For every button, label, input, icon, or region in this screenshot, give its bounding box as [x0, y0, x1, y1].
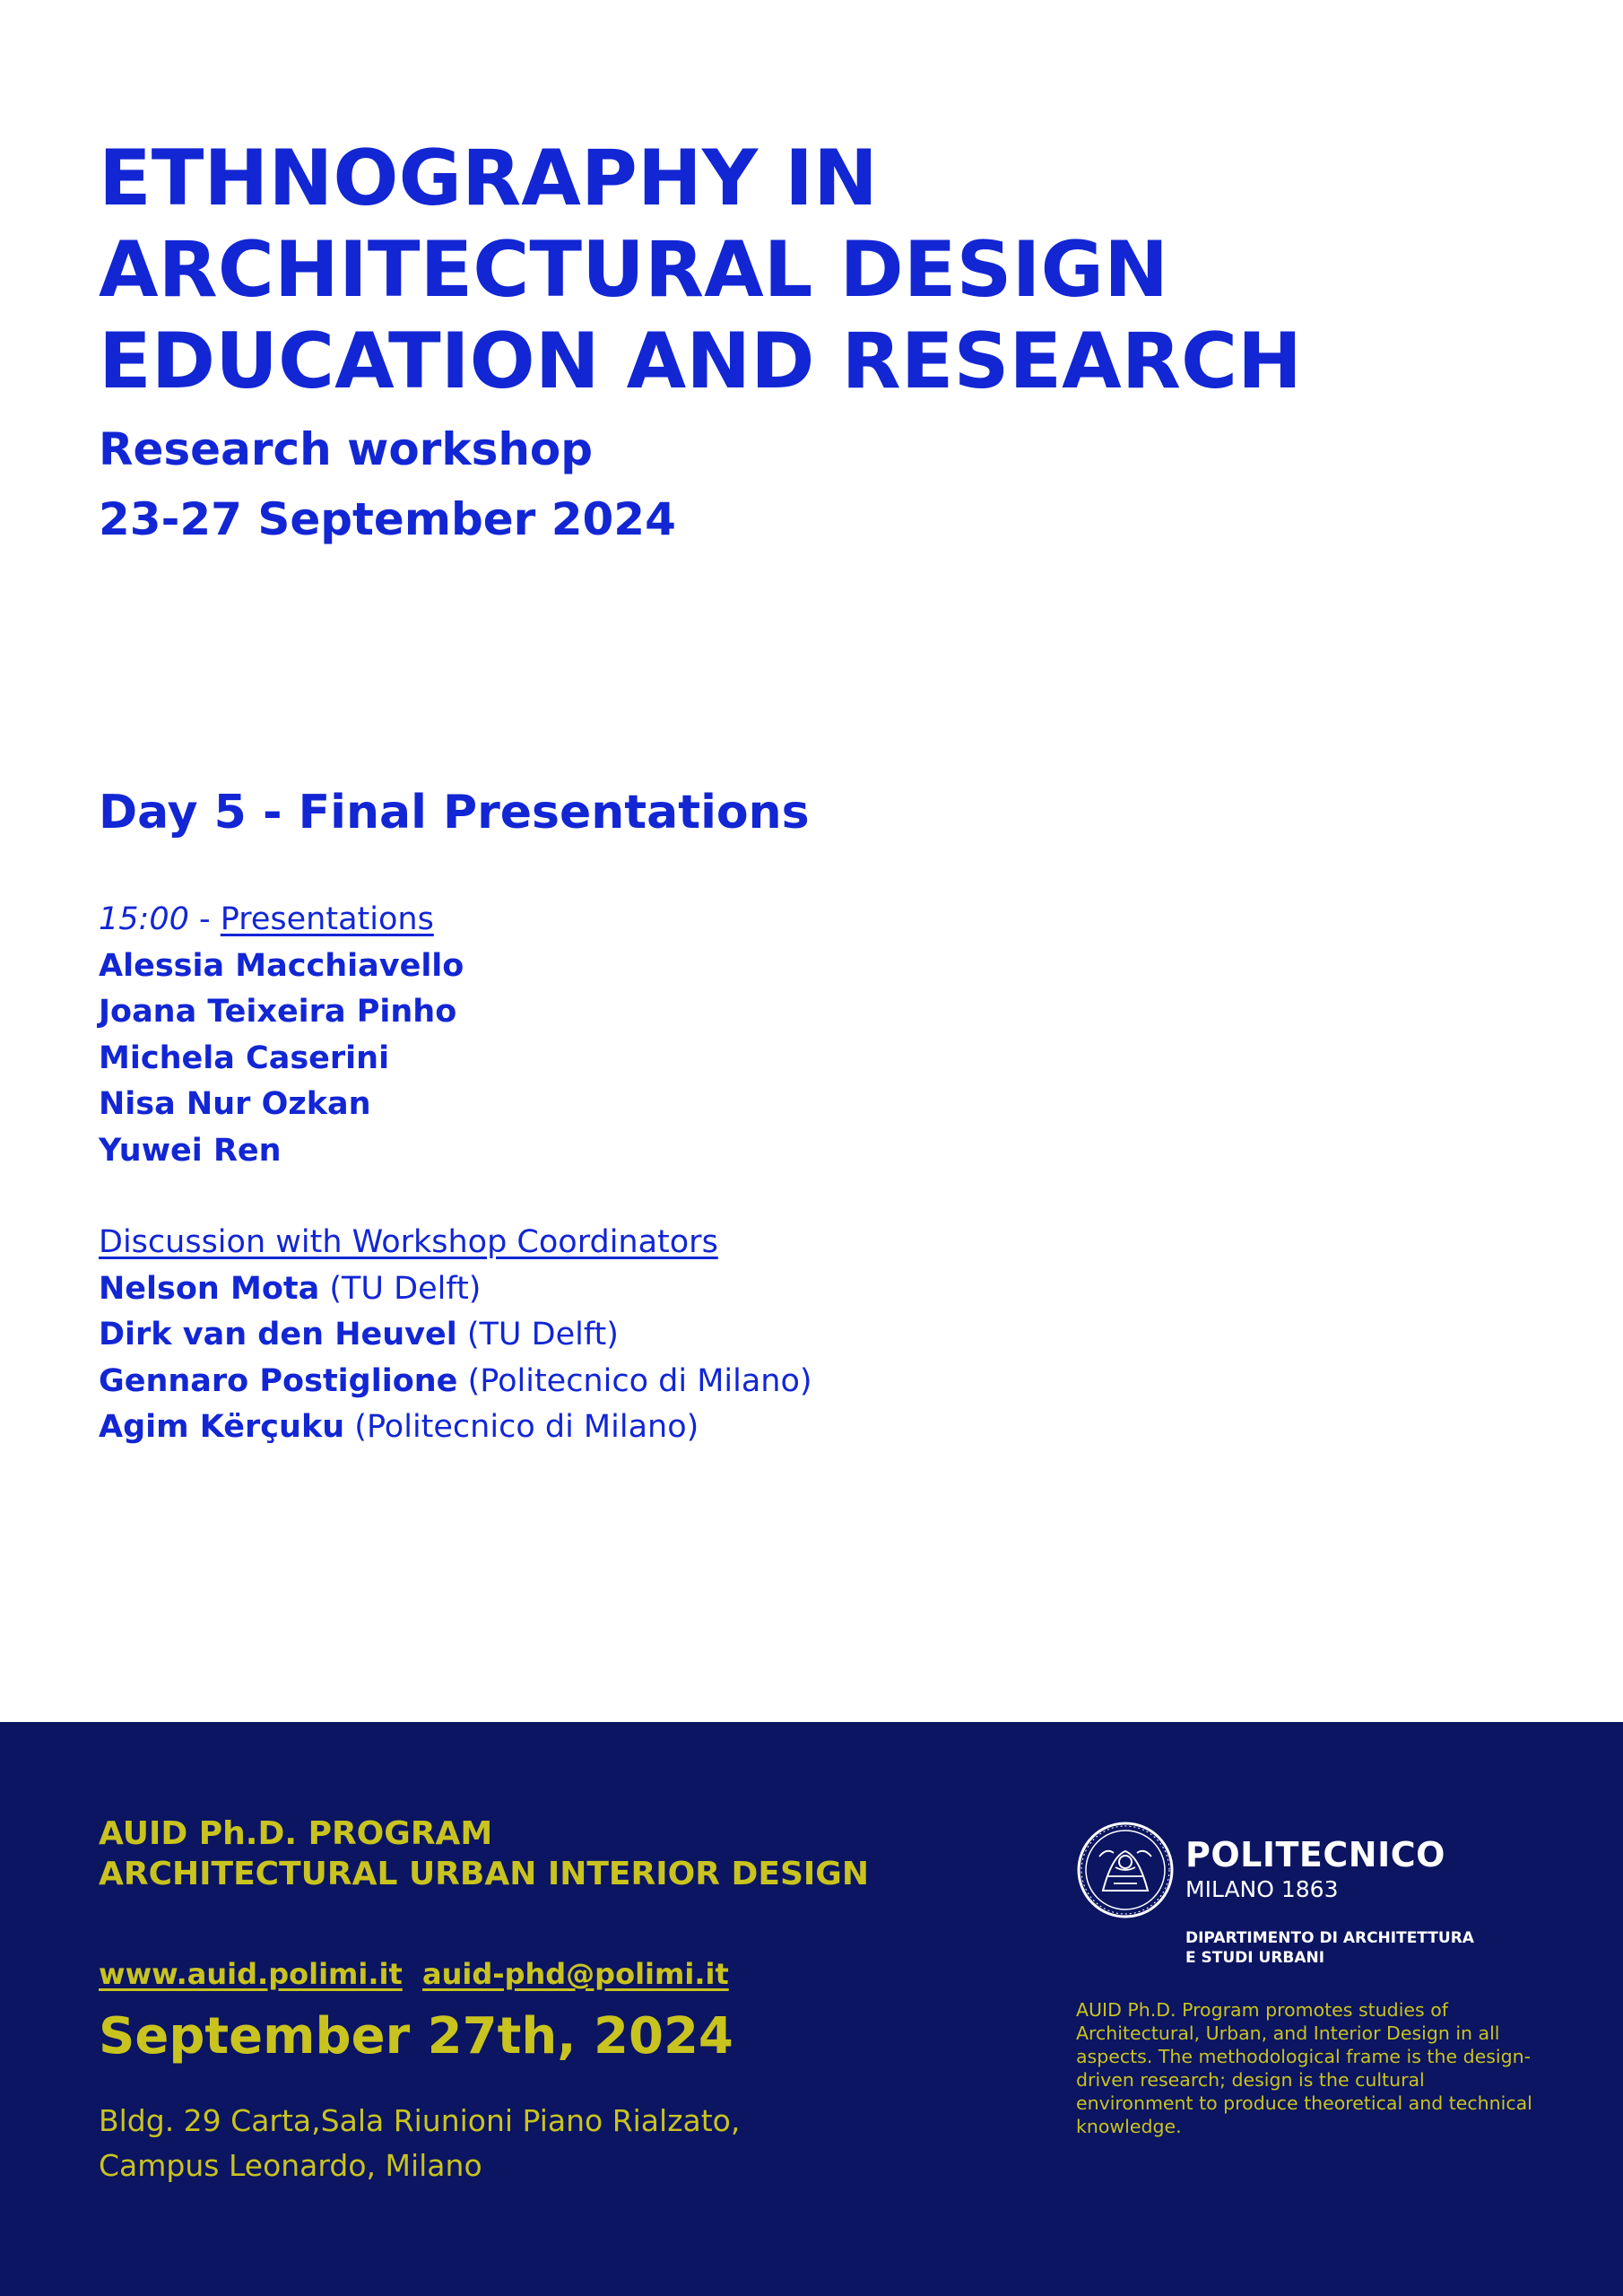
program-schedule [99, 897, 812, 1451]
coordinator-row [99, 1405, 812, 1451]
session-label: Presentations [220, 901, 434, 937]
coordinator-row [99, 1359, 812, 1405]
department-line: DIPARTIMENTO DI ARCHITETTURA [1185, 1929, 1474, 1947]
coordinator-affiliation: (TU Delft) [466, 1317, 619, 1352]
discussion-label: Discussion with Workshop Coordinators [99, 1224, 718, 1260]
coordinator-affiliation: (TU Delft) [329, 1270, 482, 1307]
department-line: E STUDI URBANI [1185, 1949, 1325, 1967]
session-header [99, 897, 812, 944]
presenter-name-text: Yuwei Ren [99, 1132, 282, 1169]
coordinator-row [99, 1312, 812, 1359]
event-subtitle: Research workshop [99, 423, 594, 475]
coordinator-name: Agim Kërçuku [99, 1409, 345, 1445]
program-description: AUID Ph.D. Program promotes studies of Architectural, Urban, and Interior Design in all aspects. The methodological frame is the design-driven research; design is the cultural environment to produce theoretical and technical knowledge. [1076, 1999, 1532, 2137]
title-line: EDUCATION AND RESEARCH [99, 317, 1303, 406]
politecnico-seal-icon [1076, 1821, 1175, 1919]
section-spacer [99, 1174, 812, 1220]
website-link[interactable]: www.auid.polimi.it [99, 1957, 403, 1991]
program-title [99, 1813, 869, 1894]
event-dates: 23-27 September 2024 [99, 493, 676, 545]
presenter-name [99, 989, 812, 1036]
presenter-name-text: Michela Caserini [99, 1039, 390, 1076]
program-title-line: AUID Ph.D. PROGRAM [99, 1815, 493, 1852]
coordinator-row [99, 1266, 812, 1313]
event-date: September 27th, 2024 [99, 2007, 733, 2066]
discussion-header [99, 1220, 812, 1266]
presenter-name-text: Nisa Nur Ozkan [99, 1086, 371, 1122]
contact-links [99, 1957, 729, 1991]
presenter-name [99, 944, 812, 990]
time-separator: - [188, 901, 221, 937]
stray-text: ww [0, 1724, 25, 1741]
coordinator-affiliation: (Politecnico di Milano) [354, 1409, 699, 1445]
presenter-name [99, 1036, 812, 1083]
logo-subtitle: MILANO 1863 [1185, 1876, 1339, 1902]
email-link[interactable]: auid-phd@polimi.it [422, 1957, 729, 1991]
event-title [99, 133, 1302, 407]
title-line: ARCHITECTURAL DESIGN [99, 225, 1169, 315]
presenter-name [99, 1082, 812, 1128]
day-title: Day 5 - Final Presentations [99, 786, 810, 839]
event-subtitle-block [99, 414, 676, 554]
presenter-name-text: Joana Teixeira Pinho [99, 994, 457, 1030]
program-title-line: ARCHITECTURAL URBAN INTERIOR DESIGN [99, 1856, 869, 1892]
coordinator-name: Dirk van den Heuvel [99, 1317, 457, 1352]
logo-name: POLITECNICO [1185, 1835, 1445, 1874]
coordinator-affiliation: (Politecnico di Milano) [467, 1362, 812, 1399]
session-time: 15:00 [99, 901, 189, 937]
venue-line: Bldg. 29 Carta,Sala Riunioni Piano Rialzato, [99, 2103, 741, 2138]
venue-address [99, 2099, 740, 2188]
coordinator-name: Gennaro Postiglione [99, 1362, 458, 1399]
department-name [1185, 1928, 1474, 1968]
coordinator-name: Nelson Mota [99, 1270, 320, 1307]
title-line: ETHNOGRAPHY IN [99, 134, 879, 223]
presenter-name [99, 1128, 812, 1175]
venue-line: Campus Leonardo, Milano [99, 2148, 482, 2183]
presenter-name-text: Alessia Macchiavello [99, 947, 464, 984]
